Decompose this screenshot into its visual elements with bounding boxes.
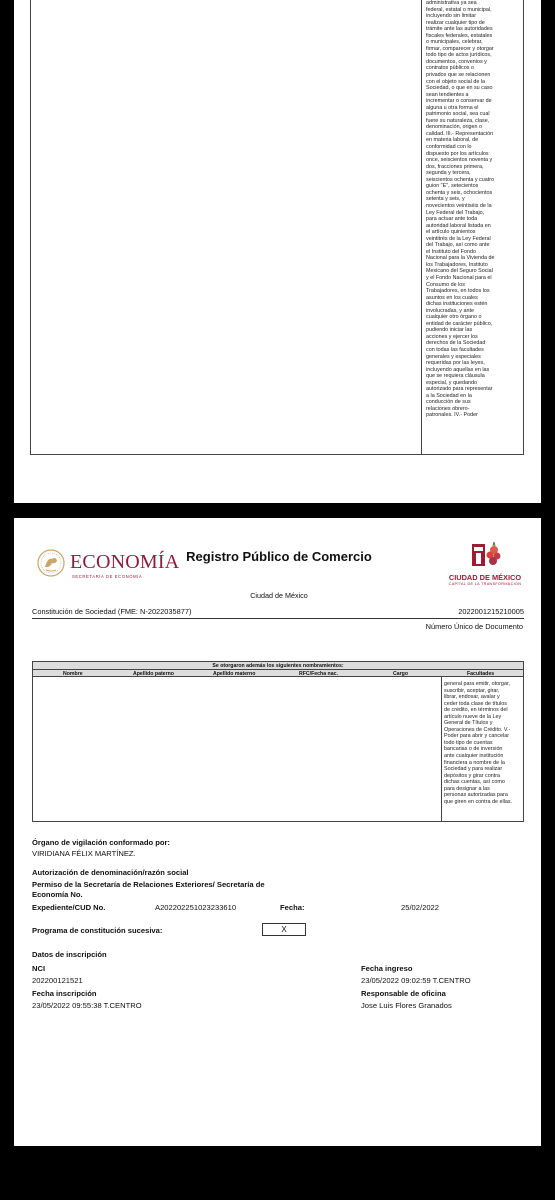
vigilancia-value: VIRIDIANA FÉLIX MARTÍNEZ. (32, 849, 136, 858)
document-id: 2022001215210005 (458, 607, 524, 616)
nci-value: 202200121521 (32, 976, 83, 985)
programa-label: Programa de constitución sucesiva: (32, 926, 163, 935)
facultades-column-divider (441, 677, 442, 822)
economia-subtitle: SECRETARÍA DE ECONOMÍA (72, 574, 143, 579)
constitution-label: Constitución de Sociedad (FME: N-2022035877) (32, 607, 192, 616)
column-header-rfc: RFC/Fecha nac. (299, 670, 338, 677)
cdmx-emblem-icon (438, 540, 532, 572)
cdmx-name: CIUDAD DE MÉXICO (448, 573, 522, 582)
fecha-ingreso-label: Fecha ingreso (361, 964, 413, 973)
column-header-apellido-paterno: Apellido paterno (133, 670, 174, 677)
permiso-label: Permiso de la Secretaría de Relaciones Exteriores/ Secretaría de Economía No. (32, 880, 265, 899)
registry-city: Ciudad de México (250, 591, 308, 600)
fecha-inscripcion-label: Fecha inscripción (32, 989, 97, 998)
facultades-text: general para emitir, otorgar, suscribir, aceptar, girar, librar, endosar, avalar y ceder toda clase de títulos de crédito, en términos del artículo nueve de la Ley General de Títulos y Operaciones de Crédito. V.- Poder para abrir y cancelar todo tipo de cuentas bancarias o de inversión ante cualquier institución financiera a nombre de la Sociedad y para realizar depósitos y girar contra dichas cuentas, así como para designar a las personas autorizadas para que giren en contra de ellas. (444, 681, 513, 805)
cdmx-logo (438, 540, 532, 588)
nud-label: Número Único de Documento (425, 622, 523, 631)
responsable-label: Responsable de oficina (361, 989, 446, 998)
column-header-nombre: Nombre (63, 670, 83, 677)
column-header-apellido-materno: Apellido materno (213, 670, 256, 677)
column-header-cargo: Cargo (393, 670, 408, 677)
nombramientos-header-row (33, 670, 523, 677)
fecha-inscripcion-value: 23/05/2022 09:55:38 T.CENTRO (32, 1001, 142, 1010)
responsable-value: Jose Luis Flores Granados (361, 1001, 452, 1010)
fecha-label: Fecha: (280, 903, 305, 912)
fecha-ingreso-value: 23/05/2022 09:02:59 T.CENTRO (361, 976, 471, 985)
cdmx-subtitle: CAPITAL DE LA TRANSFORMACIÓN (448, 582, 522, 586)
facultades-continuation-text: administrativa ya sea federal, estatal o municipal, incluyendo sin limitar realizar cualquier tipo de trámite ante las autoridades fiscales federales, estatales o municipales, celebrar, firmar, comparecer y otorgar todo tipo de actos jurídicos, documentos, convenios y contratos públicos o privados que se relacionen con el objeto social de la Sociedad, o que en su caso sean tendientes a incrementar o conservar de alguna u otra forma el patrimonio social, sea cual fuere su naturaleza, clase, denominación, origen o calidad. III.- Representación en materia laboral, de conformidad con lo dispuesto por los artículos once, seiscientos noventa y dos, fracciones primera, segunda y tercera, seiscientos ochenta y cuatro guion "E", setecientos ochenta y seis, ochocientos setenta y seis, y novecientos veintiséis de la Ley Federal del Trabajo, para actuar ante toda autoridad laboral listada en el artículo quinientos veintitrés de la Ley Federal del Trabajo, así como ante el Instituto del Fondo Nacional para la Vivienda de los Trabajadores, Instituto Mexicano del Seguro Social y el Fondo Nacional para el Consumo de los Trabajadores, en todos los asuntos en los cuales dichas instituciones estén involucradas, y ante cualquier otro órgano o entidad de carácter público, pudiendo iniciar las acciones y ejercer los derechos de la Sociedad con todas las facultades generales y especiales requeridas por las leyes, incluyendo aquellas en las que se requiera cláusula especial, y quedando autorizado para representar a la Sociedad en la conducción de sus relaciones obrero- patronales. IV.- Poder (426, 0, 495, 419)
inscripcion-title: Datos de inscripción (32, 950, 107, 959)
bottom-black-margin (0, 1148, 555, 1200)
column-header-facultades: Facultades (467, 670, 495, 677)
fecha-value: 25/02/2022 (401, 903, 440, 912)
mexico-eagle-emblem-icon (36, 548, 66, 578)
registry-title: Registro Público de Comercio (186, 549, 372, 564)
autorizacion-label: Autorización de denominación/razón social (32, 868, 189, 877)
expediente-label: Expediente/CUD No. (32, 903, 106, 912)
document-page-1 (14, 0, 541, 503)
economia-title: ECONOMÍA (70, 551, 180, 573)
economia-logo (36, 548, 196, 584)
expediente-value: A202202251023233610 (155, 903, 237, 912)
nombramientos-caption: Se otorgaron además los siguientes nombramientos: (33, 662, 523, 670)
constitution-row (32, 607, 524, 619)
vigilancia-label: Órgano de vigilación conformado por: (32, 838, 170, 847)
document-page-2 (14, 518, 541, 1146)
table-column-divider (421, 0, 422, 455)
nombramientos-table (32, 661, 524, 822)
nci-label: NCI (32, 964, 46, 973)
programa-checkbox: X (262, 923, 306, 936)
